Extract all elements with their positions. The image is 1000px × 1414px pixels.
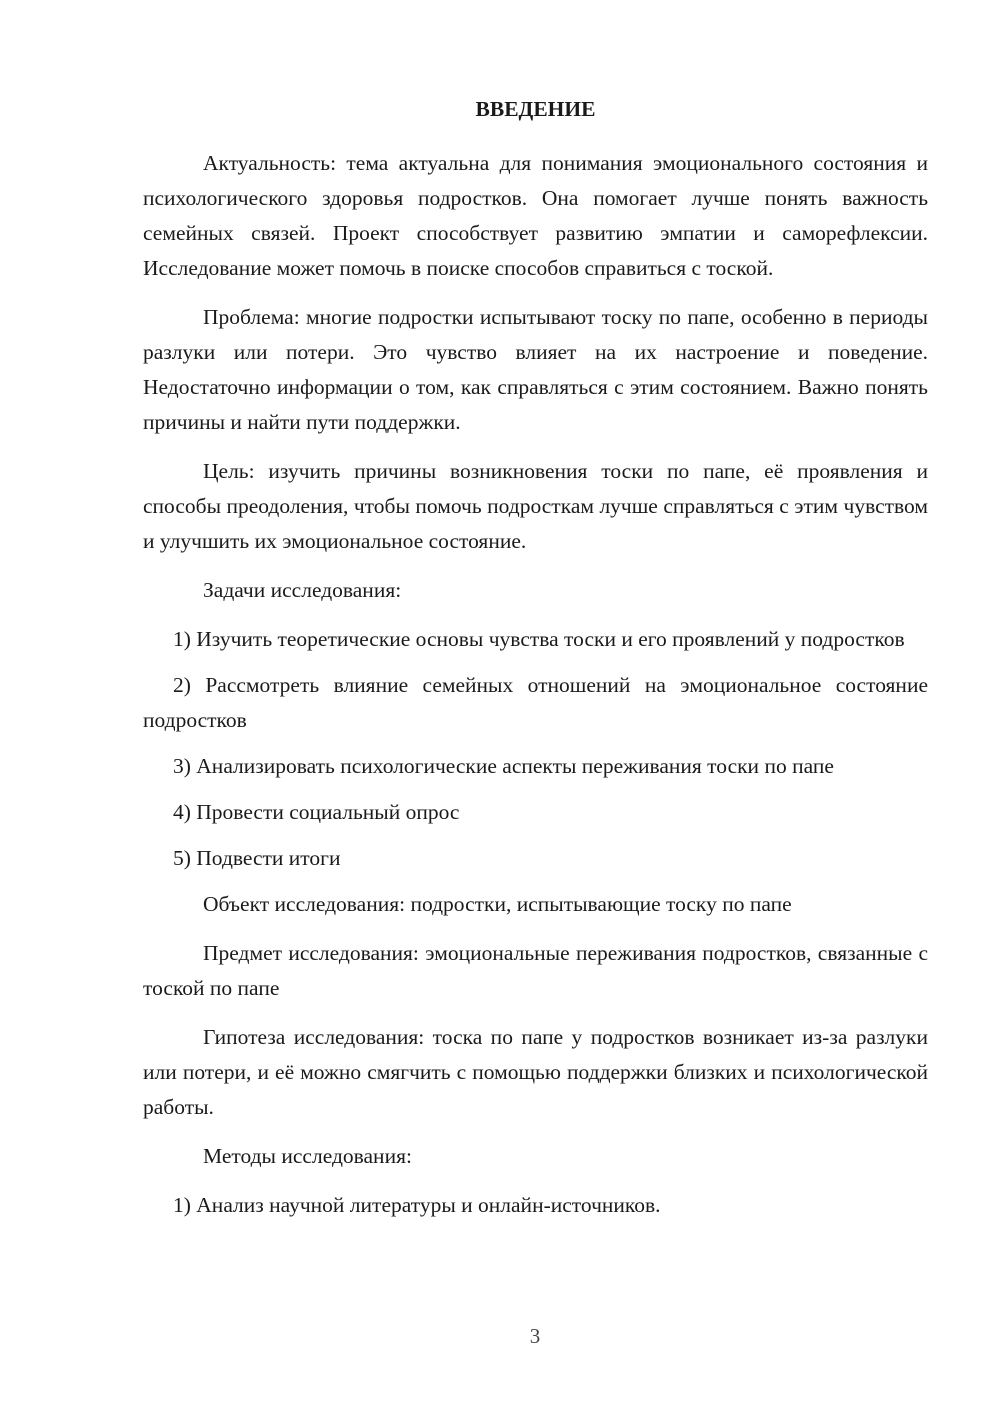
list-item: 1) Анализ научной литературы и онлайн-источников. xyxy=(173,1193,661,1217)
relevance-paragraph: Актуальность: тема актуальна для понимания эмоционального состояния и психологического здоровья подростков. Она помогает лучше понять важность семейных связей. Проект способствует развитию эмпатии и саморефлексии. Исследование может помочь в поиске способов справиться с тоской. xyxy=(143,151,928,280)
methods-heading: Методы исследования: xyxy=(203,1144,412,1168)
document-page xyxy=(143,92,928,1234)
hypothesis-paragraph: Гипотеза исследования: тоска по папе у подростков возникает из-за разлуки или потери, и её можно смягчить с помощью поддержки близких и психологической работы. xyxy=(143,1025,928,1119)
tasks-heading: Задачи исследования: xyxy=(203,578,402,602)
list-item: 3) Анализировать психологические аспекты переживания тоски по папе xyxy=(173,754,834,778)
list-item: 2) Рассмотреть влияние семейных отношений на эмоциональное состояние подростков xyxy=(143,673,928,732)
methods-list xyxy=(143,1188,928,1223)
subject-paragraph: Предмет исследования: эмоциональные переживания подростков, связанные с тоской по папе xyxy=(143,941,928,1000)
list-item: 4) Провести социальный опрос xyxy=(173,800,460,824)
section-title: ВВЕДЕНИЕ xyxy=(475,97,596,121)
page-number: 3 xyxy=(529,1324,541,1348)
object-paragraph: Объект исследования: подростки, испытывающие тоску по папе xyxy=(203,892,792,916)
problem-paragraph: Проблема: многие подростки испытывают тоску по папе, особенно в периоды разлуки или потери. Это чувство влияет на их настроение и поведение. Недостаточно информации о том, как справляться с этим состоянием. Важно понять причины и найти пути поддержки. xyxy=(143,305,928,434)
goal-paragraph: Цель: изучить причины возникновения тоски по папе, её проявления и способы преодоления, чтобы помочь подросткам лучше справляться с этим чувством и улучшить их эмоциональное состояние. xyxy=(143,459,928,553)
tasks-list xyxy=(143,622,928,876)
list-item: 1) Изучить теоретические основы чувства тоски и его проявлений у подростков xyxy=(173,627,905,651)
list-item: 5) Подвести итоги xyxy=(173,846,341,870)
